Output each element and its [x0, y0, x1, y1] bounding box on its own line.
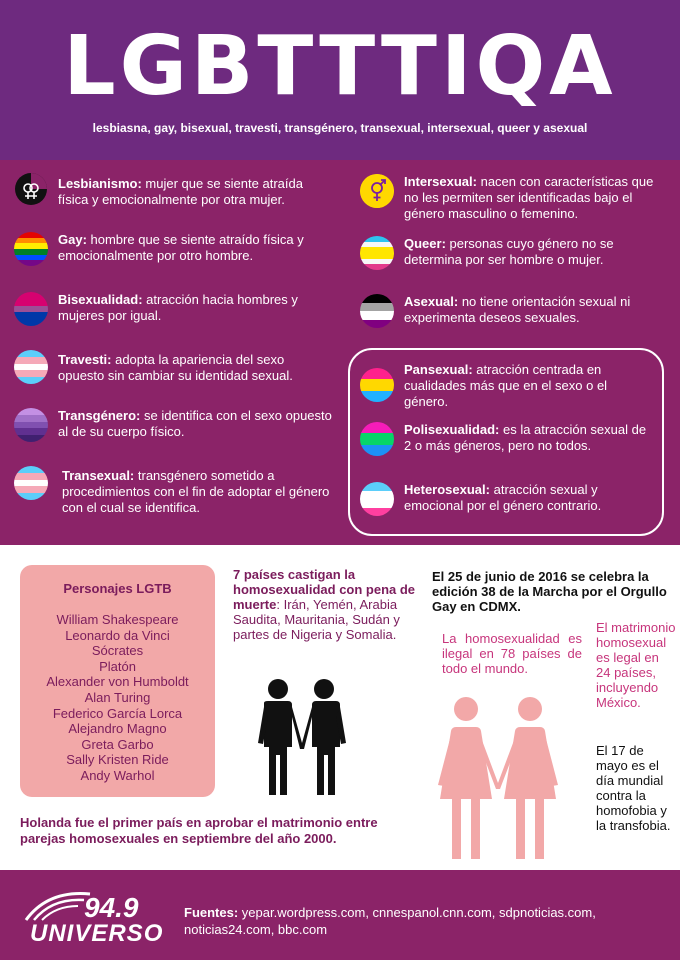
- sources: [184, 904, 654, 938]
- personaje-item: Greta Garbo: [81, 736, 154, 752]
- flag-stripe: [14, 260, 48, 266]
- definitions-section: [0, 160, 680, 545]
- header: [0, 0, 680, 160]
- personaje-item: Andy Warhol: [80, 767, 155, 783]
- definition-text: atracción hacia hombres y mujeres por igual.: [58, 292, 298, 323]
- pansexual-flag-icon: [360, 368, 394, 402]
- flag-stripe: [14, 364, 48, 371]
- definition-term: Intersexual:: [404, 174, 477, 189]
- bisexual-flag-icon: [14, 292, 48, 326]
- definition-gay: [14, 232, 334, 266]
- flag-stripe: [14, 473, 48, 480]
- flag-stripe: [14, 377, 48, 384]
- travesti-flag-icon: [14, 350, 48, 384]
- flag-stripe: [14, 435, 48, 442]
- definition-text: nacen con características que no les permiten ser identificadas bajo el género masculino o femenino.: [404, 174, 654, 221]
- definition-term: Travesti:: [58, 352, 112, 367]
- definition-term: Bisexualidad:: [58, 292, 143, 307]
- definition-text: es la atracción sexual de 2 o más géneros, pero no todos.: [404, 422, 647, 453]
- personajes-box: [20, 565, 215, 797]
- flag-stripe: [14, 466, 48, 473]
- definition-queer: [360, 236, 660, 270]
- sources-list: yepar.wordpress.com, cnnespanol.cnn.com, sdpnoticias.com, noticias24.com, bbc.com: [184, 905, 596, 937]
- personaje-item: Alejandro Magno: [68, 721, 167, 737]
- asexual-flag-icon: [360, 294, 394, 328]
- definition-term: Lesbianismo:: [58, 176, 142, 191]
- definition-term: Pansexual:: [404, 362, 473, 377]
- definition-pansexual: [360, 362, 650, 410]
- queer-flag-icon: [360, 236, 394, 270]
- flag-stripe: [360, 379, 394, 390]
- definition-term: Transgénero:: [58, 408, 141, 423]
- definition-text: se identifica con el sexo opuesto al de su cuerpo físico.: [58, 408, 332, 439]
- definition-text: atracción centrada en cualidades más que en el sexo o el género.: [404, 362, 608, 409]
- personaje-item: Alan Turing: [84, 689, 151, 705]
- illegal-text: La homosexualidad es ilegal en 78 países de todo el mundo.: [442, 631, 582, 676]
- flag-stripe: [14, 357, 48, 364]
- definition-text: hombre que se siente atraído física y emocionalmente por otro hombre.: [58, 232, 304, 263]
- definition-term: Polisexualidad:: [404, 422, 500, 437]
- sources-label: Fuentes:: [184, 905, 239, 920]
- intersex-flag-icon: [360, 174, 394, 208]
- flag-stripe: [14, 306, 48, 313]
- flag-stripe: [14, 428, 48, 435]
- page-title: LGBTTTIQA: [63, 19, 617, 114]
- death-penalty-countries: Irán, Yemén, Arabia Saudita, Mauritania, Sudán y partes de Nigeria y Somalia.: [233, 597, 400, 642]
- definition-intersexual: [360, 174, 660, 222]
- flag-stripe: [360, 445, 394, 456]
- death-penalty-colon: :: [276, 597, 280, 612]
- flag-stripe: [360, 433, 394, 444]
- flag-stripe: [14, 312, 48, 319]
- definition-text: mujer que se siente atraída física y emocionalmente por otra mujer.: [58, 176, 303, 207]
- flag-stripe: [360, 303, 394, 312]
- flag-stripe: [360, 264, 394, 270]
- definition-heterosexual: [360, 482, 650, 516]
- definition-travesti: [14, 350, 334, 384]
- flag-stripe: [14, 480, 48, 487]
- definition-term: Queer:: [404, 236, 446, 251]
- personaje-item: Sócrates: [91, 643, 144, 659]
- definition-text: no tiene orientación sexual ni experimenta deseos sexuales.: [404, 294, 631, 325]
- flag-stripe: [360, 391, 394, 402]
- footer: [0, 870, 680, 960]
- transexual-flag-icon: [14, 466, 48, 500]
- flag-stripe: [14, 486, 48, 493]
- holanda-text: Holanda fue el primer país en aprobar el matrimonio entre parejas homosexuales en septiembre del año 2000.: [20, 815, 378, 846]
- definition-lesbianismo: [14, 172, 334, 208]
- march-text: El 25 de junio de 2016 se celebra la edición 38 de la Marcha por el Orgullo Gay en CDMX.: [432, 569, 667, 614]
- definition-transexual: [14, 466, 334, 516]
- flag-stripe: [360, 482, 394, 491]
- universo-logo: [18, 888, 168, 948]
- polisexual-flag-icon: [360, 422, 394, 456]
- flag-stripe: [360, 499, 394, 508]
- definition-text: personas cuyo género no se determina por ser hombre o mujer.: [404, 236, 614, 267]
- flag-stripe: [360, 422, 394, 433]
- logo-name: UNIVERSO: [30, 920, 164, 947]
- flag-stripe: [14, 350, 48, 357]
- may17-text: El 17 de mayo es el día mundial contra la homofobia y la transfobia.: [596, 743, 671, 833]
- heterosexual-flag-icon: [360, 482, 394, 516]
- flag-stripe: [14, 415, 48, 422]
- personaje-item: William Shakespeare: [56, 612, 179, 627]
- definition-asexual: [360, 294, 660, 328]
- definition-text: adopta la apariencia del sexo opuesto sin cambiar su identidad sexual.: [58, 352, 293, 383]
- women-holding-hands-icon: [434, 695, 564, 863]
- flag-stripe: [14, 292, 48, 299]
- personaje-item: Alexander von Humboldt: [46, 674, 189, 690]
- personajes-list: [20, 612, 215, 784]
- facts-section: [0, 545, 680, 870]
- definition-transgenero: [14, 408, 334, 442]
- flag-stripe: [14, 319, 48, 326]
- flag-stripe: [14, 408, 48, 415]
- flag-stripe: [360, 320, 394, 329]
- men-holding-hands-icon: [256, 677, 348, 797]
- transgenero-flag-icon: [14, 408, 48, 442]
- flag-stripe: [360, 508, 394, 517]
- logo-number: 94.9: [84, 892, 139, 923]
- flag-stripe: [360, 294, 394, 303]
- definition-term: Gay:: [58, 232, 87, 247]
- definition-polisexualidad: [360, 422, 650, 456]
- definition-bisexualidad: [14, 292, 334, 326]
- personaje-item: Leonardo da Vinci: [65, 627, 170, 643]
- marriage-legal-text: El matrimonio homosexual es legal en 24 países, incluyendo México.: [596, 620, 676, 710]
- flag-stripe: [360, 491, 394, 500]
- flag-stripe: [14, 370, 48, 377]
- personajes-heading: Personajes LGTB: [63, 581, 172, 596]
- page-subtitle: lesbiasna, gay, bisexual, travesti, transgénero, transexual, intersexual, queer y asexual: [92, 121, 588, 135]
- flag-stripe: [360, 368, 394, 379]
- definition-term: Heterosexual:: [404, 482, 490, 497]
- personaje-item: Sally Kristen Ride: [66, 752, 169, 768]
- personaje-item: Platón: [99, 658, 136, 674]
- flag-stripe: [14, 422, 48, 429]
- definition-text: transgénero sometido a procedimientos con el fin de adoptar el género con el cual se identifica.: [62, 468, 330, 515]
- definition-text: atracción sexual y emocional por el género contrario.: [404, 482, 602, 513]
- venus-venus-icon: [14, 172, 48, 206]
- definition-term: Transexual:: [62, 468, 135, 483]
- personaje-item: Federico García Lorca: [52, 705, 183, 721]
- gay-flag-icon: [14, 232, 48, 266]
- flag-stripe: [360, 311, 394, 320]
- flag-stripe: [14, 299, 48, 306]
- flag-stripe: [14, 493, 48, 500]
- death-penalty-heading: 7 países castigan la homosexualidad con pena de muerte: [233, 567, 416, 612]
- death-penalty-block: [233, 567, 418, 642]
- definition-term: Asexual:: [404, 294, 459, 309]
